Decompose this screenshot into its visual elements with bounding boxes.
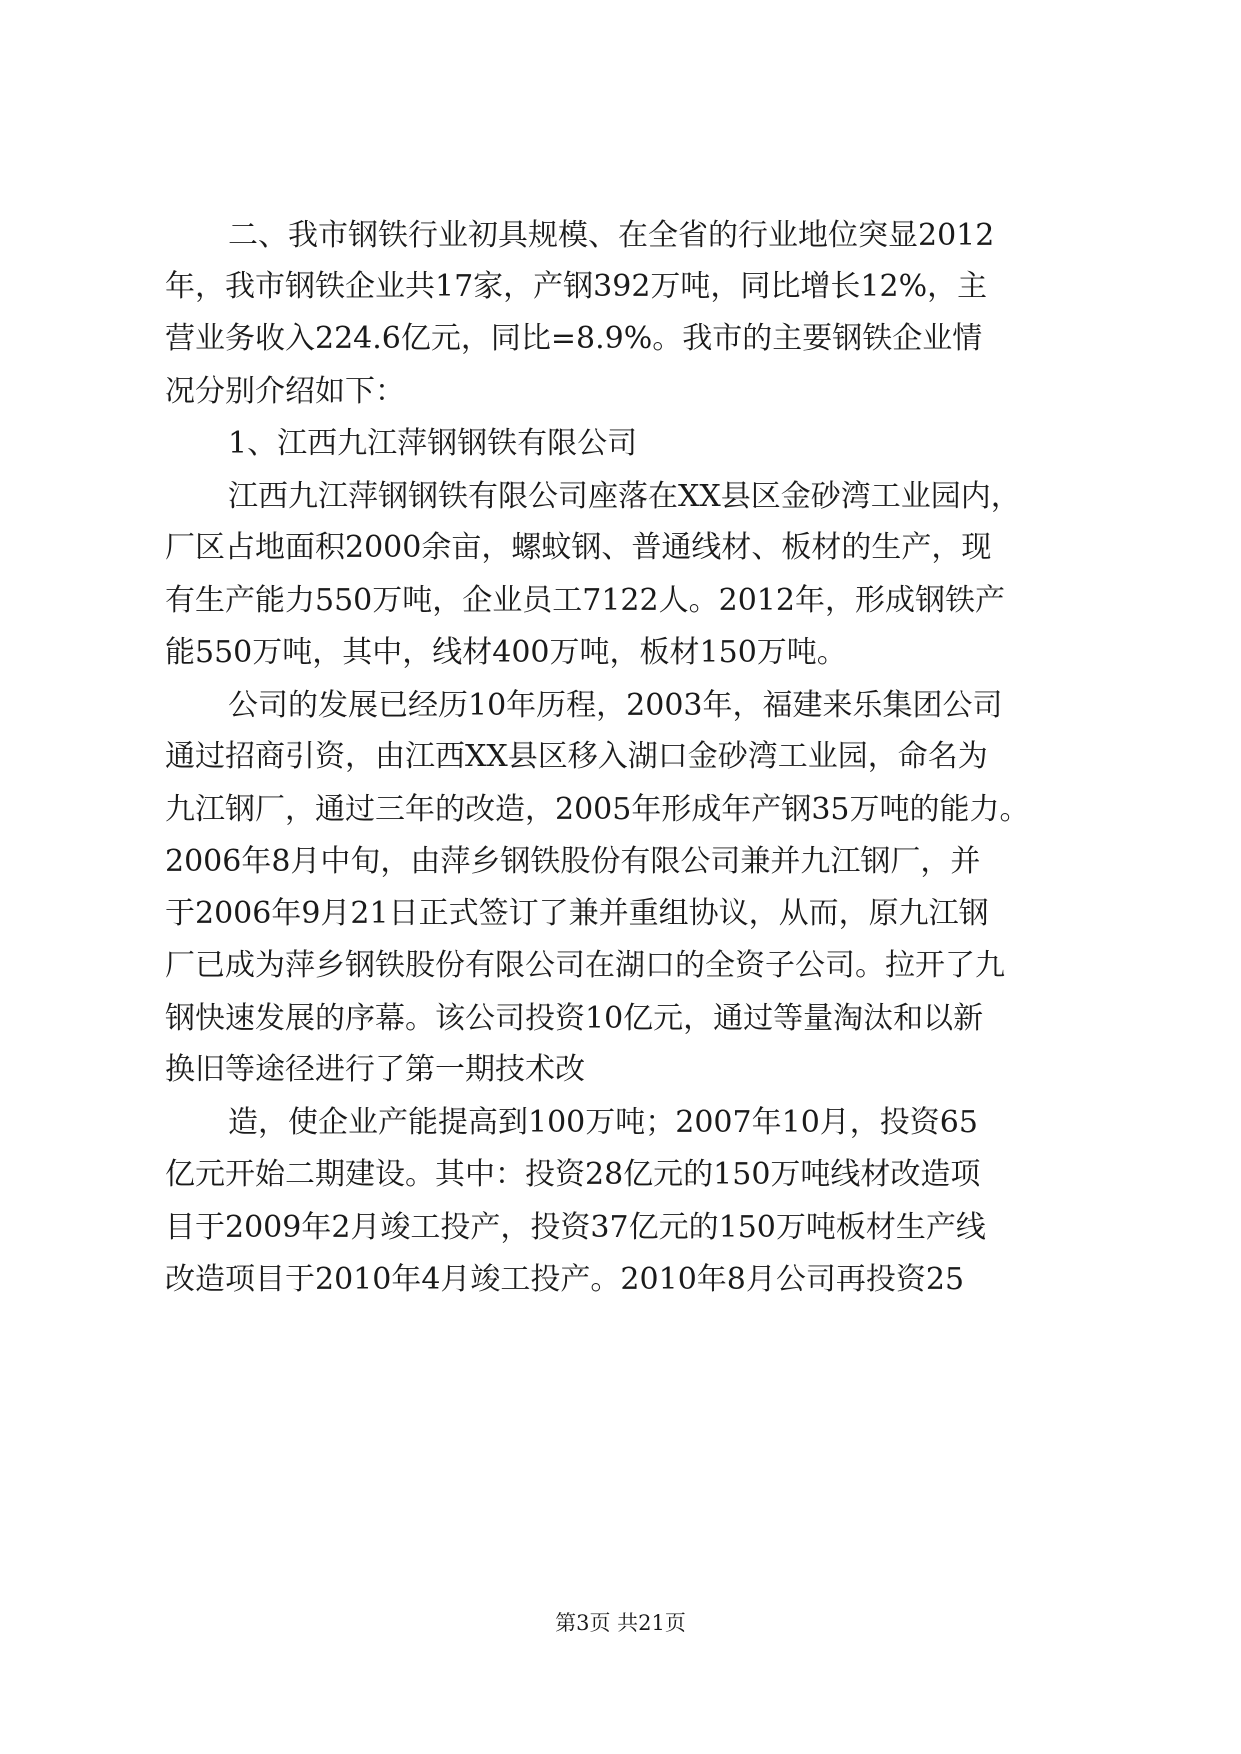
text-line: 况分别介绍如下： <box>165 374 405 409</box>
text-line: 有生产能力550万吨，企业员工7122人。2012年，形成钢铁产 <box>165 583 1005 618</box>
text-line: 2006年8月中旬，由萍乡钢铁股份有限公司兼并九江钢厂，并 <box>165 844 981 879</box>
text-line: 能550万吨，其中，线材400万吨，板材150万吨。 <box>165 635 847 670</box>
text-line: 公司的发展已经历10年历程，2003年，福建来乐集团公司 <box>228 688 1003 723</box>
text-line: 于2006年9月21日正式签订了兼并重组协议，从而，原九江钢 <box>165 896 989 931</box>
page-number-footer: 第3页 共21页 <box>555 1611 686 1635</box>
text-line: 厂已成为萍乡钢铁股份有限公司在湖口的全资子公司。拉开了九 <box>165 948 1005 983</box>
text-line: 江西九江萍钢钢铁有限公司座落在XX县区金砂湾工业园内， <box>228 479 1021 514</box>
text-line: 亿元开始二期建设。其中：投资28亿元的150万吨线材改造项 <box>165 1157 981 1192</box>
text-line: 换旧等途径进行了第一期技术改 <box>165 1052 585 1087</box>
text-line: 二、我市钢铁行业初具规模、在全省的行业地位突显2012 <box>228 218 995 253</box>
text-line: 九江钢厂，通过三年的改造，2005年形成年产钢35万吨的能力。 <box>165 792 1030 827</box>
text-line: 改造项目于2010年4月竣工投产。2010年8月公司再投资25 <box>165 1262 965 1297</box>
section-heading: 1、江西九江萍钢钢铁有限公司 <box>228 426 638 461</box>
text-line: 营业务收入224.6亿元，同比=8.9%。我市的主要钢铁企业情 <box>165 321 983 356</box>
text-line: 造，使企业产能提高到100万吨；2007年10月，投资65 <box>228 1105 978 1140</box>
text-line: 钢快速发展的序幕。该公司投资10亿元，通过等量淘汰和以新 <box>165 1001 984 1036</box>
text-line: 厂区占地面积2000余亩，螺蚊钢、普通线材、板材的生产，现 <box>165 530 992 565</box>
text-line: 目于2009年2月竣工投产，投资37亿元的150万吨板材生产线 <box>165 1210 986 1245</box>
text-line: 通过招商引资，由江西XX县区移入湖口金砂湾工业园，命名为 <box>165 739 988 774</box>
text-line: 年，我市钢铁企业共17家，产钢392万吨，同比增长12%，主 <box>165 269 988 304</box>
